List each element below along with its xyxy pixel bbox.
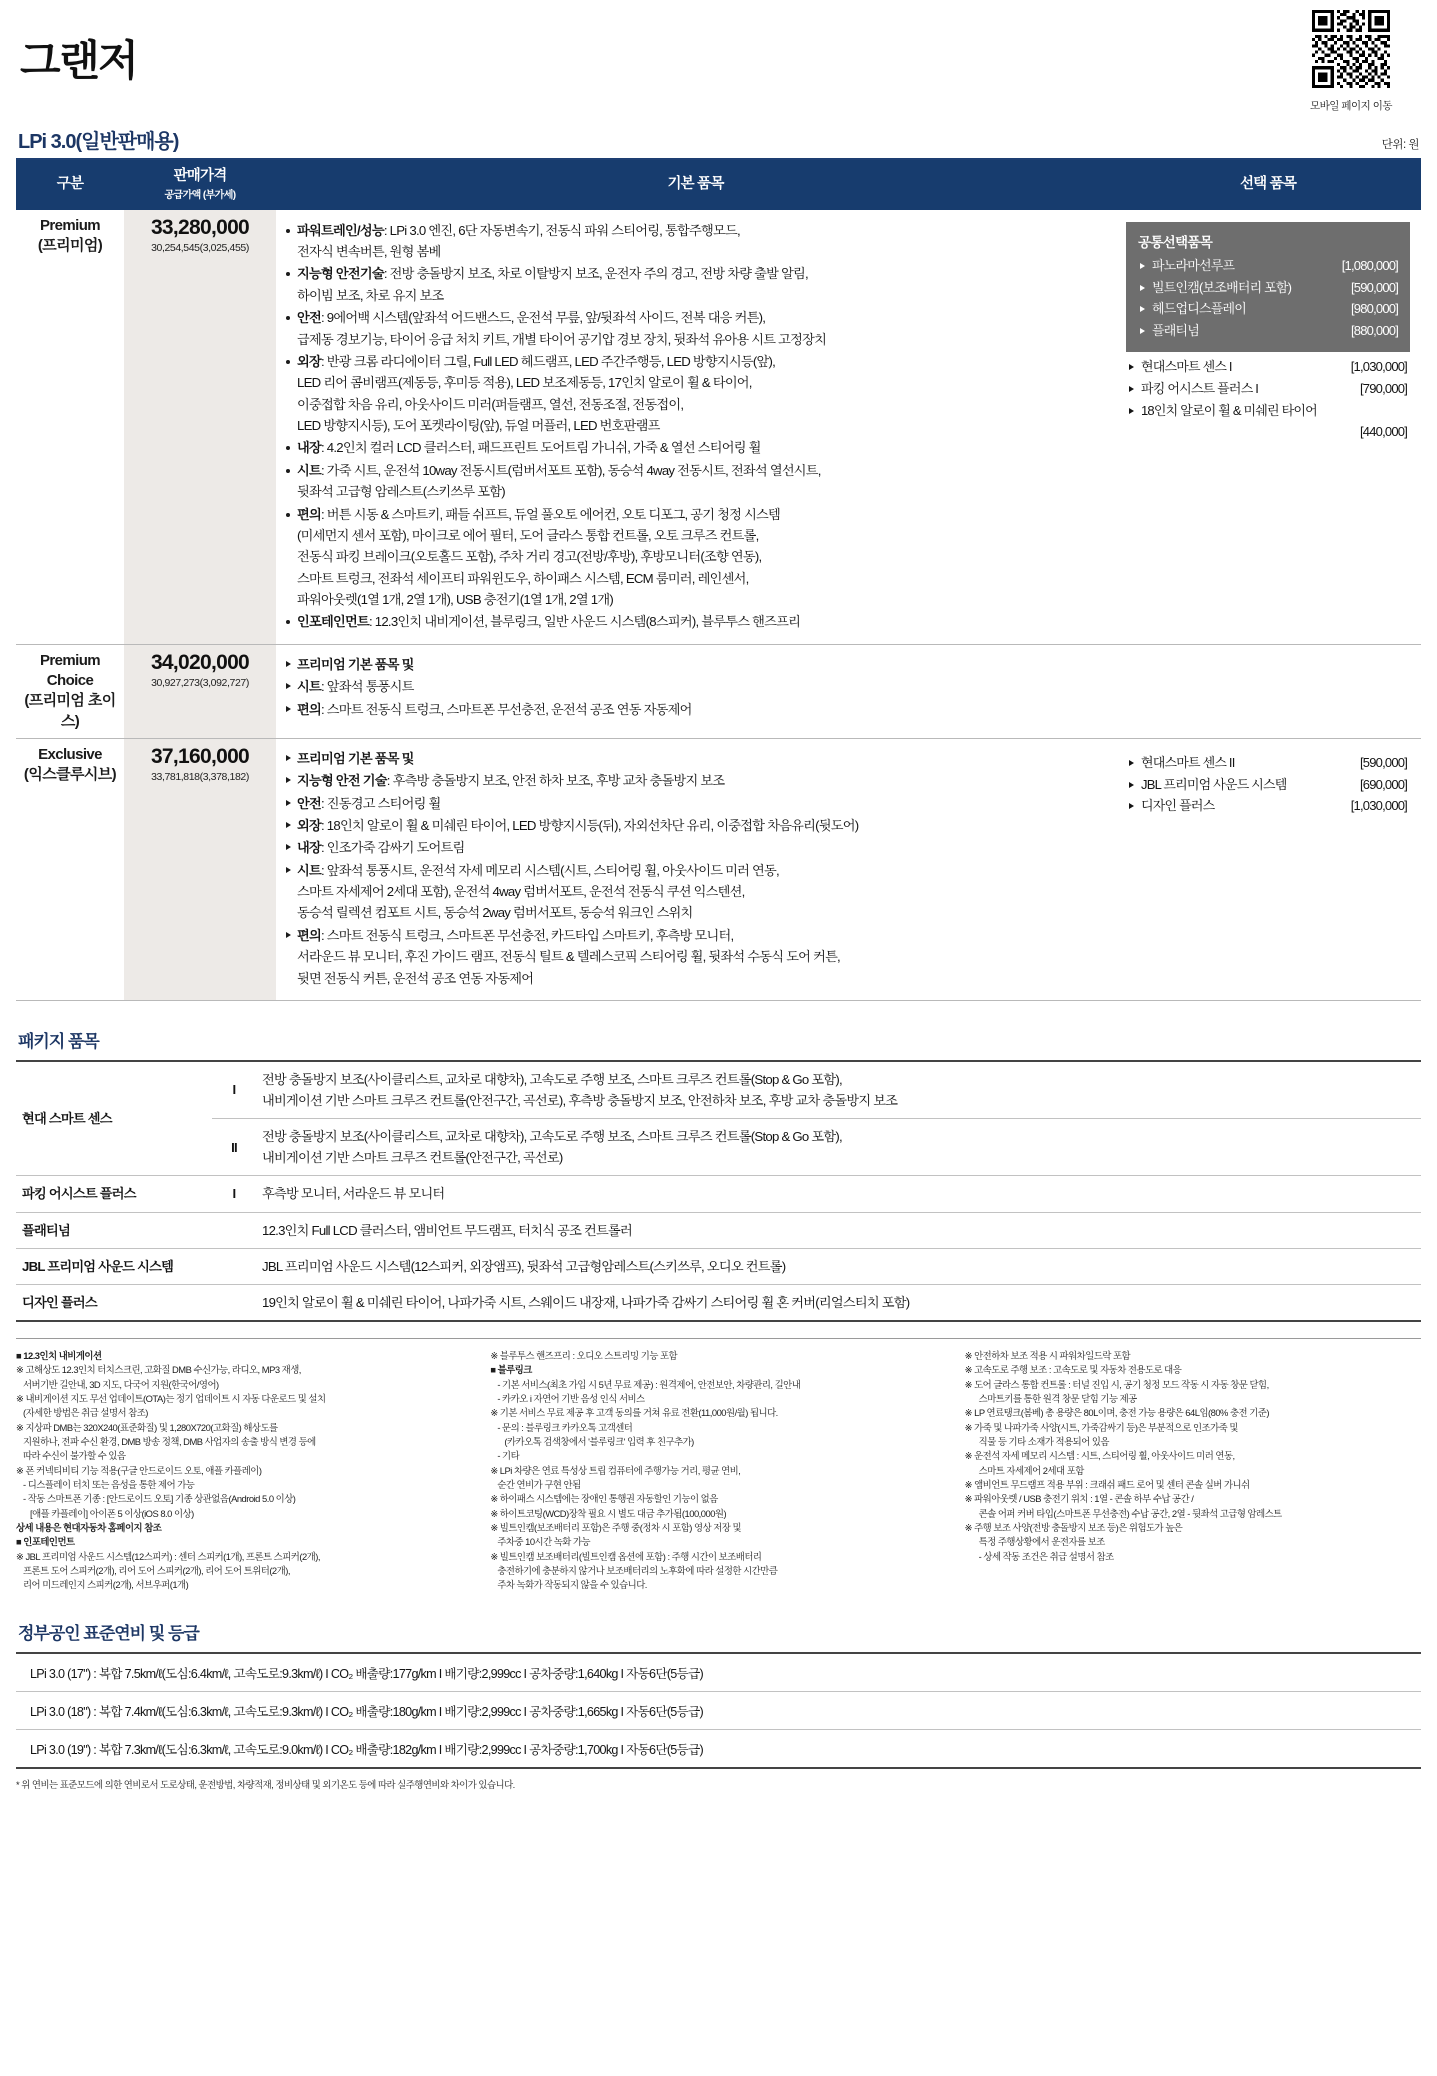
price-table-header	[16, 160, 1421, 210]
trim-name-cell	[16, 210, 124, 645]
footnote-column-1	[16, 1349, 472, 1593]
base-item: 시트: 앞좌석 통풍시트	[284, 676, 1105, 697]
trim-row	[16, 210, 1421, 645]
footnote-line: 프론트 도어 스피커(2개), 리어 도어 스피커(2개), 리어 도어 트위터(2개),	[23, 1565, 290, 1577]
footnote-line: ■ 12.3인치 내비게이션	[16, 1349, 102, 1361]
base-item: 외장: 반광 크롬 라디에이터 그릴, Full LED 헤드램프, LED 주간주행등, LED 방향지시등(앞), LED 리어 콤비램프(제동등, 후미등 적용), LED 보조제동등, 17인치 알로이 휠 & 타이어, 이중접합 차음 유리, 아웃사이드 미러(퍼들램프, 열선, 전동조절, 전동접이, LED 방향지시등), 도어 포켓라이팅(앞), 듀얼 머플러, LED 번호판램프	[284, 351, 1105, 437]
package-grade: II	[212, 1119, 256, 1176]
footnote-line: - 기본 서비스(최초 가입 시 5년 무료 제공) : 원격제어, 안전보안, 차량관리, 길안내	[497, 1378, 801, 1390]
package-grade	[212, 1284, 256, 1321]
base-items-cell	[276, 738, 1115, 1000]
trim-name-en: Exclusive	[38, 745, 102, 763]
footnote-line: ※ 고속도로 주행 보조 : 고속도로 및 자동차 전용도로 대응	[964, 1364, 1182, 1376]
package-grade: I	[212, 1176, 256, 1212]
footnote-line: - 디스플레이 터치 또는 음성을 통한 제어 가능	[23, 1479, 195, 1491]
option-price: [590,000]	[1350, 279, 1398, 295]
base-item: 시트: 앞좌석 통풍시트, 운전석 자세 메모리 시스템(시트, 스티어링 휠, 아웃사이드 미러 연동, 스마트 자세제어 2세대 포함), 운전석 4way 럼버서포트, 운전석 전동식 쿠션 익스텐션, 동승석 릴렉션 컴포트 시트, 동승석 2way 럼버서포트, 동승석 워크인 스위치	[284, 860, 1105, 924]
trim-name-ko: (익스클루시브)	[23, 766, 117, 784]
col-header-division: 구분	[16, 160, 124, 210]
base-items-cell	[276, 210, 1115, 645]
common-options-box	[1126, 222, 1410, 352]
footnote-line: - 문의 : 블루링크 카카오톡 고객센터	[497, 1421, 633, 1433]
footnote-line: 주차중 10시간 녹화 가능	[497, 1536, 591, 1548]
footnote-line: ※ 운전석 자세 메모리 시스템 : 시트, 스티어링 휠, 아웃사이드 미러 연동,	[964, 1450, 1235, 1462]
package-row	[16, 1212, 1421, 1248]
option-item[interactable]	[1127, 795, 1407, 817]
footnote-line: ※ 폰 커넥티비티 기능 적용(구글 안드로이드 오토, 애플 카플레이)	[16, 1464, 262, 1476]
option-label: JBL 프리미엄 사운드 시스템	[1141, 776, 1287, 792]
base-item: 안전: 9에어백 시스템(앞좌석 어드밴스드, 운전석 무릎, 앞/뒷좌석 사이드, 전복 대응 커튼), 급제동 경보기능, 타이어 응급 처치 키트, 개별 타이어 공기압 경보 장치, 뒷좌석 유아용 시트 고정장치	[284, 307, 1105, 350]
footnote-line: 직물 등 기타 소재가 적용되어 있음	[978, 1435, 1109, 1447]
option-item[interactable]	[1127, 356, 1407, 378]
footnote-line: ※ JBL 프리미엄 사운드 시스템(12스피커) : 센터 스피커(1개), 프론트 스피커(2개),	[16, 1550, 320, 1562]
package-grade	[212, 1212, 256, 1248]
trim-options-list	[1127, 752, 1407, 817]
price-supply-vat: 33,781,818(3,378,182)	[151, 770, 249, 783]
price-supply-vat: 30,254,545(3,025,455)	[151, 241, 249, 254]
base-item: 안전: 진동경고 스티어링 휠	[284, 793, 1105, 814]
footnote-line: 리어 미드레인지 스피커(2개), 서브우퍼(1개)	[23, 1579, 189, 1591]
col-header-base-items: 기본 품목	[276, 160, 1115, 210]
fuel-section-title: 정부공인 표준연비 및 등급	[18, 1623, 199, 1643]
page-title: 그랜저	[20, 37, 138, 84]
option-price: [1,030,000]	[1350, 798, 1407, 814]
footnote-line: ■ 인포테인먼트	[16, 1536, 75, 1548]
footnote-line: 상세 내용은 현대자동차 홈페이지 참조	[16, 1522, 162, 1534]
footnote-line: ※ 빌트인캠(보조배터리 포함)은 주행 중(정차 시 포함) 영상 저장 및	[490, 1522, 742, 1534]
price-value: 34,020,000	[150, 650, 250, 674]
trim-options-box	[1123, 352, 1413, 445]
option-label: 현대스마트 센스 II	[1141, 754, 1235, 770]
trim-row	[16, 738, 1421, 1000]
base-item: 지능형 안전기술: 전방 충돌방지 보조, 차로 이탈방지 보조, 운전자 주의 경고, 전방 차량 출발 알림, 하이빔 보조, 차로 유지 보조	[284, 263, 1105, 306]
price-table	[16, 160, 1421, 1001]
option-item[interactable]	[1127, 774, 1407, 796]
fuel-row-text: LPi 3.0 (19") : 복합 7.3km/ℓ(도심:6.3km/ℓ, 고속도로:9.0km/ℓ) I CO₂ 배출량:182g/km I 배기량:2,999cc I 공차중량:1,700kg I 자동6단(5등급)	[30, 1742, 704, 1757]
footnote-line: ※ 지상파 DMB는 320X240(표준화질) 및 1,280X720(고화질) 해상도를	[16, 1421, 278, 1433]
footnote-line: ※ 기본 서비스 무료 제공 후 고객 동의를 거쳐 유료 전환(11,000원/월) 됩니다.	[490, 1407, 778, 1419]
option-label: 파킹 어시스트 플러스 I	[1141, 380, 1259, 396]
model-variant-title: LPi 3.0(일반판매용)	[18, 131, 179, 153]
col-header-optional-items: 선택 품목	[1115, 160, 1421, 210]
option-label: 디자인 플러스	[1141, 798, 1215, 814]
footnote-line: ※ 고해상도 12.3인치 터치스크린, 고화질 DMB 수신가능, 라디오, MP3 재생,	[16, 1364, 301, 1376]
footnote-line: ※ 내비게이션 지도 무선 업데이트(OTA)는 정기 업데이트 시 자동 다운로드 및 설치	[16, 1392, 326, 1404]
fuel-row-text: LPi 3.0 (18") : 복합 7.4km/ℓ(도심:6.3km/ℓ, 고속도로:9.3km/ℓ) I CO₂ 배출량:180g/km I 배기량:2,999cc I 공차중량:1,665kg I 자동6단(5등급)	[16, 1691, 1421, 1729]
option-item[interactable]	[1138, 320, 1398, 342]
package-description: 전방 충돌방지 보조(사이클리스트, 교차로 대향차), 고속도로 주행 보조, 스마트 크루즈 컨트롤(Stop & Go 포함), 내비게이션 기반 스마트 크루즈 컨트롤(안전구간, 곡선로)	[256, 1119, 1421, 1176]
option-price: [690,000]	[1359, 776, 1407, 792]
fuel-row	[16, 1653, 1421, 1692]
package-row	[16, 1119, 1421, 1176]
footnote-line: 특정 주행상황에서 운전자를 보조	[978, 1536, 1105, 1548]
package-description: 전방 충돌방지 보조(사이클리스트, 교차로 대향차), 고속도로 주행 보조, 스마트 크루즈 컨트롤(Stop & Go 포함), 내비게이션 기반 스마트 크루즈 컨트롤(안전구간, 곡선로), 후측방 충돌방지 보조, 안전하차 보조, 후방 교차 충돌방지 보조	[256, 1061, 1421, 1119]
option-label: 파노라마선루프	[1152, 257, 1235, 273]
base-item: 프리미엄 기본 품목 및	[284, 654, 1105, 675]
trim-name-cell	[16, 738, 124, 1000]
fuel-row	[16, 1691, 1421, 1729]
option-item[interactable]	[1138, 277, 1398, 299]
package-grade	[212, 1248, 256, 1284]
footnote-line: (자세한 방법은 취급 설명서 참조)	[23, 1407, 148, 1419]
package-name: 파킹 어시스트 플러스	[16, 1176, 212, 1212]
package-name: 현대 스마트 센스	[16, 1061, 212, 1176]
fuel-economy-table	[16, 1652, 1421, 1769]
footnote-line: ※ 앰비언트 무드램프 적용 부위 : 크래쉬 패드 로어 및 센터 콘솔 실버 가니쉬	[964, 1479, 1250, 1491]
package-description: JBL 프리미엄 사운드 시스템(12스피커, 외장앰프), 뒷좌석 고급형암레스트(스키쓰루, 오디오 컨트롤)	[256, 1248, 1421, 1284]
trim-options-box	[1123, 748, 1413, 819]
optional-items-cell	[1115, 210, 1421, 645]
option-price: [1,080,000]	[1341, 257, 1398, 273]
package-table	[16, 1060, 1421, 1322]
base-item: 인포테인먼트: 12.3인치 내비게이션, 블루링크, 일반 사운드 시스템(8스피커), 블루투스 핸즈프리	[284, 611, 1105, 632]
option-item[interactable]	[1127, 752, 1407, 774]
footnote-column-2	[490, 1349, 946, 1593]
trim-price-cell	[124, 210, 276, 645]
option-price: [590,000]	[1359, 754, 1407, 770]
package-row	[16, 1061, 1421, 1119]
trim-row	[16, 644, 1421, 738]
footnote-line: (카카오톡 검색창에서 '블루링크' 입력 후 친구추가)	[504, 1435, 694, 1447]
footnote-line: ※ 도어 글라스 통합 컨트롤 : 터널 진입 시, 공기 청정 모드 작동 시 자동 창문 닫힘,	[964, 1378, 1269, 1390]
footnote-line: ※ 안전하차 보조 적용 시 파워차일드락 포함	[964, 1349, 1131, 1361]
base-item: 외장: 18인치 알로이 휠 & 미쉐린 타이어, LED 방향지시등(뒤), 자외선차단 유리, 이중접합 차음유리(뒷도어)	[284, 815, 1105, 836]
base-item: 프리미엄 기본 품목 및	[284, 748, 1105, 769]
footnote-column-3	[965, 1349, 1421, 1593]
footnote-line: ※ 파워아웃렛 / USB 충전기 위치 : 1열 - 콘솔 하부 수납 공간 /	[964, 1493, 1194, 1505]
base-item-list	[284, 654, 1105, 720]
currency-unit-label: 단위: 원	[1381, 139, 1419, 151]
footnote-line: 서버기반 길안내, 3D 지도, 다국어 지원(한국어/영어)	[23, 1378, 219, 1390]
base-item: 파워트레인/성능: LPi 3.0 엔진, 6단 자동변속기, 전동식 파워 스티어링, 통합주행모드, 전자식 변속버튼, 원형 봄베	[284, 220, 1105, 263]
option-item[interactable]	[1127, 378, 1407, 400]
base-items-cell	[276, 644, 1115, 738]
footnotes	[16, 1338, 1421, 1593]
base-item: 편의: 스마트 전동식 트렁크, 스마트폰 무선충전, 운전석 공조 연동 자동제어	[284, 699, 1105, 720]
package-row	[16, 1248, 1421, 1284]
qr-block	[1303, 10, 1399, 113]
option-item[interactable]	[1138, 298, 1398, 320]
footnote-line: - 카카오 i 자연어 기반 음성 인식 서비스	[497, 1392, 645, 1404]
package-row	[16, 1284, 1421, 1321]
option-label: 플래티넘	[1152, 323, 1200, 339]
trim-name-ko: (프리미엄)	[37, 236, 103, 254]
package-description: 12.3인치 Full LCD 클러스터, 앰비언트 무드램프, 터치식 공조 컨트롤러	[256, 1212, 1421, 1248]
footnote-line: 주차 녹화가 작동되지 않을 수 있습니다.	[497, 1579, 647, 1591]
option-item[interactable]	[1138, 255, 1398, 277]
base-item: 지능형 안전 기술: 후측방 충돌방지 보조, 안전 하차 보조, 후방 교차 충돌방지 보조	[284, 770, 1105, 791]
footnote-line: ※ LPi 차량은 연료 특성상 트립 컴퓨터에 주행가능 거리, 평균 연비,	[490, 1464, 741, 1476]
package-description: 19인치 알로이 휠 & 미쉐린 타이어, 나파가죽 시트, 스웨이드 내장재, 나파가죽 감싸기 스티어링 휠 혼 커버(리얼스티치 포함)	[262, 1294, 910, 1310]
base-item-list	[284, 220, 1105, 633]
base-item: 편의: 버튼 시동 & 스마트키, 패들 쉬프트, 듀얼 풀오토 에어컨, 오토 디포그, 공기 청정 시스템 (미세먼지 센서 포함), 마이크로 에어 필터, 도어 글라스 통합 컨트롤, 오토 크루즈 컨트롤, 전동식 파킹 브레이크(오토홀드 포함), 주차 거리 경고(전방/후방), 후방모니터(조향 연동), 스마트 트렁크, 전좌석 세이프티 파워윈도우, 하이패스 시스템, ECM 룸미러, 레인센서, 파워아웃렛(1열 1개, 2열 1개), USB 충전기(1열 1개, 2열 1개)	[284, 504, 1105, 611]
base-item: 내장: 인조가죽 감싸기 도어트림	[284, 837, 1105, 858]
fuel-table-body	[16, 1653, 1421, 1768]
trim-options-list	[1127, 356, 1407, 443]
option-price: [880,000]	[1350, 323, 1398, 339]
price-value: 33,280,000	[150, 215, 250, 239]
trim-price-cell	[124, 738, 276, 1000]
package-name: 디자인 플러스	[22, 1294, 97, 1310]
option-item[interactable]	[1127, 400, 1407, 444]
optional-items-cell	[1115, 738, 1421, 1000]
footnote-line: 따라 수신이 불가할 수 있음	[23, 1450, 126, 1462]
footnote-line: - 기타	[497, 1450, 520, 1462]
option-price: [790,000]	[1359, 380, 1407, 396]
footnote-line: 스마트키를 통한 원격 창문 닫힘 기능 제공	[978, 1392, 1137, 1404]
base-item: 내장: 4.2인치 컬러 LCD 클러스터, 패드프린트 도어트림 가니쉬, 가죽 & 열선 스티어링 휠	[284, 437, 1105, 458]
footnote-line: ※ 주행 보조 사양(전방 충돌방지 보조 등)은 위험도가 높은	[964, 1522, 1183, 1534]
col-header-price: 판매가격 공급가액 (부가세)	[124, 160, 276, 210]
option-price: [980,000]	[1350, 301, 1398, 317]
common-options-list	[1138, 255, 1398, 342]
footnote-line: 순간 연비가 구현 안됨	[497, 1479, 581, 1491]
footnote-line: ■ 블루링크	[490, 1364, 532, 1376]
option-label: 18인치 알로이 휠 & 미쉐린 타이어	[1141, 402, 1317, 418]
option-price: [440,000]	[1359, 424, 1407, 440]
fuel-disclaimer: * 위 연비는 표준모드에 의한 연비로서 도로상태, 운전방법, 차량적재, 정비상태 및 외기온도 등에 따라 실주행연비와 차이가 있습니다.	[16, 1778, 515, 1790]
package-name: JBL 프리미엄 사운드 시스템	[16, 1248, 212, 1284]
footnote-line: ※ 하이트코팅(WCD)장착 필요 시 별도 대금 추가됨(100,000원)	[490, 1507, 727, 1519]
option-label: 현대스마트 센스 I	[1141, 358, 1232, 374]
package-description: 후측방 모니터, 서라운드 뷰 모니터	[256, 1176, 1421, 1212]
option-price: [1,030,000]	[1350, 358, 1407, 374]
footnote-line: 스마트 자세제어 2세대 포함	[978, 1464, 1084, 1476]
price-table-body	[16, 210, 1421, 1001]
base-item: 시트: 가죽 시트, 운전석 10way 전동시트(럼버서포트 포함), 동승석 4way 전동시트, 전좌석 열선시트, 뒷좌석 고급형 암레스트(스키쓰루 포함)	[284, 460, 1105, 503]
footnote-line: - 작동 스마트폰 기종 : [안드로이드 오토] 기종 상관없음(Android 5.0 이상)	[23, 1493, 296, 1505]
package-section-title: 패키지 품목	[18, 1031, 99, 1051]
fuel-row	[16, 1729, 1421, 1768]
footnote-line: ※ 가죽 및 나파가죽 사양(시트, 가죽감싸기 등)은 부분적으로 인조가죽 및	[964, 1421, 1238, 1433]
package-row	[16, 1176, 1421, 1212]
subtitle-bar	[16, 126, 1421, 160]
fuel-row-text: LPi 3.0 (17") : 복합 7.5km/ℓ(도심:6.4km/ℓ, 고속도로:9.3km/ℓ) I CO₂ 배출량:177g/km I 배기량:2,999cc I 공차중량:1,640kg I 자동6단(5등급)	[16, 1653, 1421, 1692]
footnote-line: ※ LP 연료탱크(봄베) 총 용량은 80L이며, 충전 가능 용량은 64L임(80% 충전 기준)	[964, 1407, 1269, 1419]
document-header	[16, 0, 1421, 126]
package-table-body	[16, 1061, 1421, 1321]
package-name: 플래티넘	[16, 1212, 212, 1248]
footnote-line: [애플 카플레이] 아이폰 5 이상(iOS 8.0 이상)	[30, 1507, 194, 1519]
price-supply-vat: 30,927,273(3,092,727)	[151, 676, 249, 689]
price-value: 37,160,000	[150, 744, 250, 768]
base-item: 편의: 스마트 전동식 트렁크, 스마트폰 무선충전, 카드타입 스마트키, 후측방 모니터, 서라운드 뷰 모니터, 후진 가이드 램프, 전동식 틸트 & 텔레스코픽 스티어링 휠, 뒷좌석 수동식 도어 커튼, 뒷면 전동식 커튼, 운전석 공조 연동 자동제어	[284, 925, 1105, 989]
package-grade: I	[212, 1061, 256, 1119]
footnote-line: 지원하나, 전파 수신 환경, DMB 방송 정책, DMB 사업자의 송출 방식 변경 등에	[23, 1435, 316, 1447]
footnote-line: ※ 빌트인캠 보조배터리(빌트인캠 옵션에 포함) : 주행 시간이 보조배터리	[490, 1550, 762, 1562]
qr-code-icon[interactable]	[1312, 10, 1390, 88]
trim-name-ko: (프리미엄 초이스)	[24, 692, 116, 730]
trim-name-cell	[16, 644, 124, 738]
trim-price-cell	[124, 644, 276, 738]
footnote-line: 콘솔 어퍼 커버 타입(스마트폰 무선충전) 수납 공간, 2열 - 뒷좌석 고급형 암레스트	[978, 1507, 1282, 1519]
trim-name-en: Premium	[40, 216, 100, 234]
footnote-line: 충전하기에 충분하지 않거나 보조배터리의 노후화에 따라 설정한 시간만큼	[497, 1565, 778, 1577]
footnote-line: - 상세 작동 조건은 취급 설명서 참조	[978, 1550, 1114, 1562]
qr-caption: 모바일 페이지 이동	[1310, 100, 1392, 112]
option-label: 빌트인캠(보조배터리 포함)	[1152, 279, 1292, 295]
optional-items-cell	[1115, 644, 1421, 738]
base-item-list	[284, 748, 1105, 989]
option-label: 헤드업디스플레이	[1152, 301, 1247, 317]
trim-name-en: Premium Choice	[40, 651, 100, 690]
footnote-line: ※ 블루투스 핸즈프리 : 오디오 스트리밍 기능 포함	[490, 1349, 678, 1361]
fuel-economy-section	[16, 1619, 1421, 1791]
common-options-title: 공통선택품목	[1138, 234, 1213, 250]
footnote-line: ※ 하이패스 시스템에는 장애인 통행권 자동할인 기능이 없음	[490, 1493, 718, 1505]
